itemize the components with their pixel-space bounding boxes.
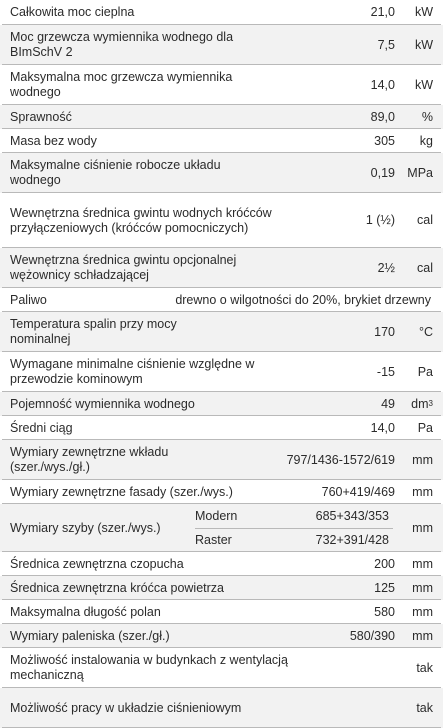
- table-row: [0, 65, 443, 105]
- row-label: Wymiary zewnętrzne wkładu (szer./wys./gł.): [10, 445, 169, 474]
- row-label: Wymiary szyby (szer./wys.): [10, 520, 161, 535]
- row-value: [290, 648, 395, 688]
- row-value: 797/1436-1572/619: [286, 452, 395, 467]
- variant-value-raster: 732+391/428: [315, 532, 389, 547]
- row-label: Maksymalna moc grzewcza wymiennika wodnego: [10, 70, 233, 99]
- row-label: Wewnętrzna średnica gwintu opcjonalnej wężownicy schładzającej: [10, 253, 237, 282]
- row-value: [290, 688, 395, 728]
- row-unit: kW: [414, 77, 433, 92]
- row-label: Wewnętrzna średnica gwintu wodnych króćców przyłączeniowych (króćców pomocniczych): [10, 205, 272, 235]
- row-label: Moc grzewcza wymiennika wodnego dla BImSchV 2: [10, 30, 234, 59]
- table-row: [0, 576, 443, 600]
- row-unit: tak: [416, 700, 433, 715]
- row-label: Średni ciąg: [10, 420, 73, 435]
- variant-value-modern: 685+343/353: [315, 508, 389, 523]
- table-row: [0, 600, 443, 624]
- table-row: [0, 480, 443, 504]
- table-row: [0, 504, 443, 552]
- row-label: Możliwość instalowania w budynkach z wentylacją mechaniczną: [10, 653, 288, 682]
- table-row: [0, 0, 443, 25]
- table-row: [0, 129, 443, 153]
- table-row: [0, 352, 443, 392]
- row-unit: °C: [418, 324, 433, 339]
- table-row: [0, 392, 443, 416]
- table-row: [0, 105, 443, 129]
- variant-divider: [195, 528, 393, 529]
- row-label: Wymagane minimalne ciśnienie względne w przewodzie kominowym: [10, 357, 255, 386]
- row-label: Wymiary zewnętrzne fasady (szer./wys.): [10, 484, 233, 499]
- table-row: [0, 688, 443, 728]
- row-unit: cal: [417, 213, 433, 227]
- row-label: Średnica zewnętrzna czopucha: [10, 556, 184, 571]
- table-row: [0, 440, 443, 480]
- row-value: 1 (½): [365, 213, 395, 227]
- row-value: 0,19: [370, 165, 395, 180]
- table-row: [0, 416, 443, 440]
- table-row: [0, 288, 443, 312]
- row-value: 2½: [377, 260, 395, 275]
- table-row: [0, 648, 443, 688]
- row-value: 580/390: [349, 628, 395, 643]
- row-label: Paliwo: [10, 292, 47, 307]
- row-unit: kW: [414, 5, 433, 19]
- row-unit: kg: [419, 133, 433, 148]
- row-unit: mm: [412, 520, 433, 535]
- row-unit: mm: [412, 452, 433, 467]
- row-value: 170: [374, 324, 395, 339]
- row-unit: mm: [412, 604, 433, 619]
- row-label: Pojemność wymiennika wodnego: [10, 396, 195, 411]
- row-value: -15: [376, 364, 395, 379]
- row-unit: %: [421, 109, 433, 124]
- row-value: 305: [374, 133, 395, 148]
- row-unit: cal: [417, 260, 433, 275]
- row-label: Sprawność: [10, 109, 72, 124]
- table-row: [0, 193, 443, 248]
- row-label: Temperatura spalin przy mocy nominalnej: [10, 317, 177, 346]
- row-label: Maksymalna długość polan: [10, 604, 161, 619]
- variant-label-raster: Raster: [195, 532, 232, 547]
- row-value: 125: [374, 580, 395, 595]
- row-unit: mm: [412, 628, 433, 643]
- row-value: 760+419/469: [321, 484, 395, 499]
- row-value: 580: [374, 604, 395, 619]
- table-row: [0, 552, 443, 576]
- row-unit: tak: [416, 660, 433, 675]
- table-row: [0, 624, 443, 648]
- row-label: Możliwość pracy w układzie ciśnieniowym: [10, 700, 242, 715]
- row-label: Masa bez wody: [10, 133, 97, 148]
- row-label: Całkowita moc cieplna: [10, 5, 135, 19]
- row-unit: kW: [414, 37, 433, 52]
- row-value: 21,0: [370, 5, 395, 19]
- table-row: [0, 248, 443, 288]
- variant-label-modern: Modern: [195, 508, 238, 523]
- row-label: Średnica zewnętrzna króćca powietrza: [10, 580, 224, 595]
- row-value: 7,5: [377, 37, 395, 52]
- row-unit: dm 3: [411, 396, 433, 411]
- row-unit: Pa: [417, 420, 433, 435]
- row-value: 14,0: [370, 77, 395, 92]
- glass-variants: [195, 504, 395, 552]
- row-value: 14,0: [370, 420, 395, 435]
- row-unit: mm: [412, 484, 433, 499]
- row-label: Maksymalne ciśnienie robocze układu wodnego: [10, 158, 221, 187]
- row-unit: mm: [412, 580, 433, 595]
- row-value: drewno o wilgotności do 20%, brykiet drzewny: [175, 292, 431, 307]
- row-label: Wymiary paleniska (szer./gł.): [10, 628, 170, 643]
- row-unit: Pa: [417, 364, 433, 379]
- table-row: [0, 312, 443, 352]
- row-value: 200: [374, 556, 395, 571]
- table-row: [0, 25, 443, 65]
- row-value: 49: [381, 396, 395, 411]
- table-row: [0, 153, 443, 193]
- row-value: 89,0: [370, 109, 395, 124]
- row-unit: MPa: [407, 165, 433, 180]
- row-unit: mm: [412, 556, 433, 571]
